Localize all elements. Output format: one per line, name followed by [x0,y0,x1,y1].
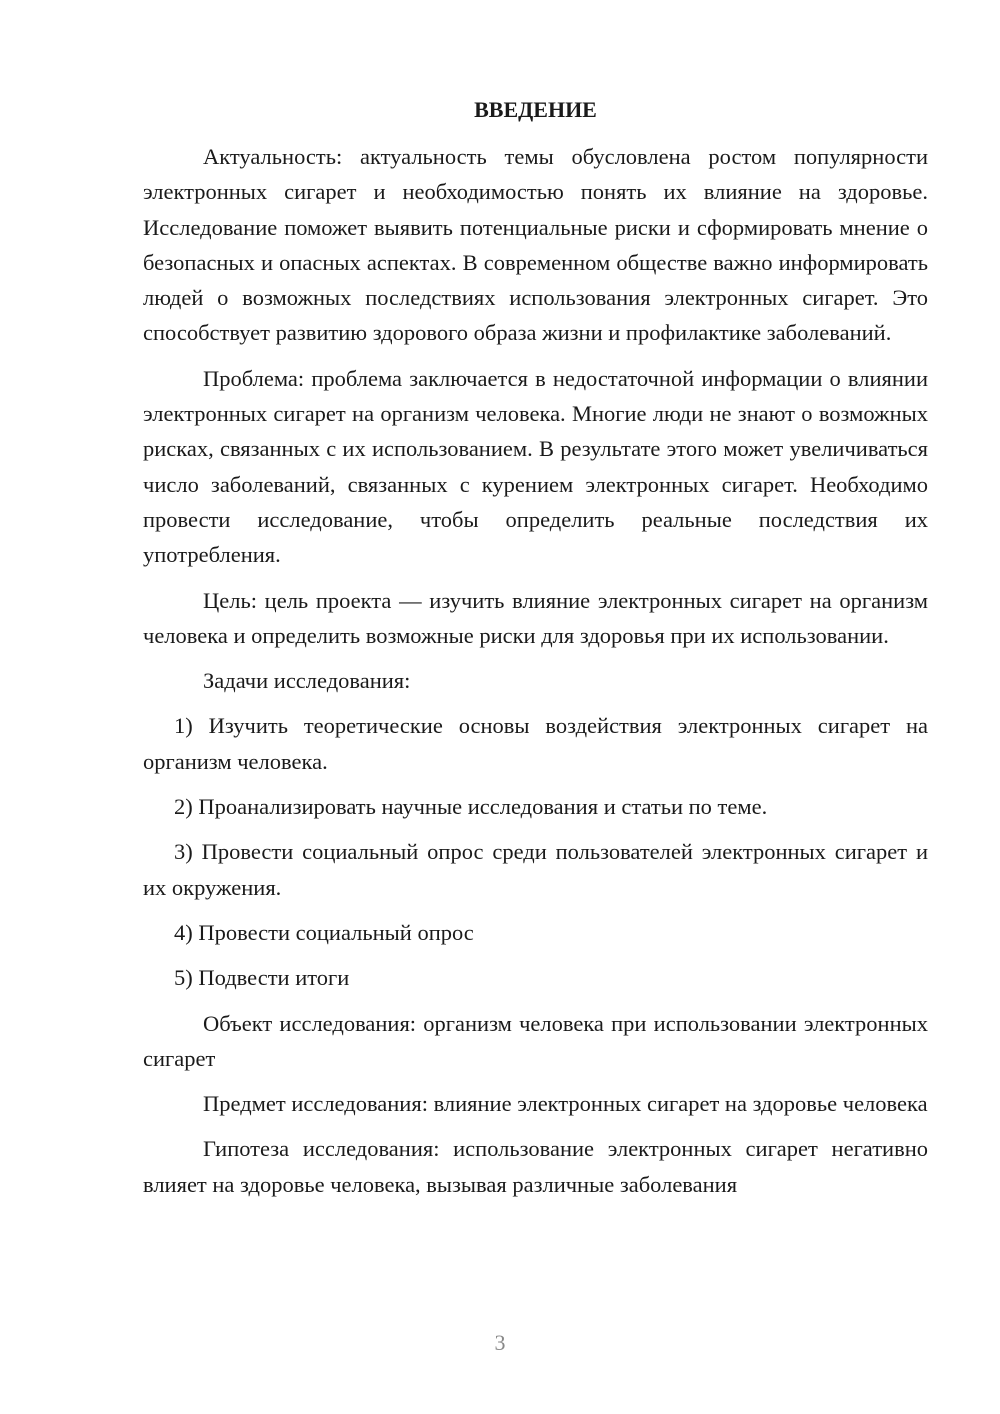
goal-paragraph: Цель: цель проекта — изучить влияние электронных сигарет на организм человека и определить возможные риски для здоровья при их использовании. [143,587,928,648]
subject-paragraph: Предмет исследования: влияние электронных сигарет на здоровье человека [203,1091,928,1117]
tasks-heading: Задачи исследования: [203,668,411,694]
page-heading: ВВЕДЕНИЕ [474,97,597,122]
problem-paragraph: Проблема: проблема заключается в недостаточной информации о влиянии электронных сигарет на организм человека. Многие люди не знают о возможных рисках, связанных с их использованием. В результате этого может увеличиваться число заболеваний, связанных с курением электронных сигарет. Необходимо провести исследование, чтобы определить реальные последствия их употребления. [143,365,928,568]
task-item-3: 3) Провести социальный опрос среди пользователей электронных сигарет и их окружения. [143,839,928,900]
hypothesis-paragraph: Гипотеза исследования: использование электронных сигарет негативно влияет на здоровье человека, вызывая различные заболевания [143,1136,928,1197]
relevance-paragraph: Актуальность: актуальность темы обусловлена ростом популярности электронных сигарет и необходимостью понять их влияние на здоровье. Исследование поможет выявить потенциальные риски и сформировать мнение о безопасных и опасных аспектах. В современном обществе важно информировать людей о возможных последствиях использования электронных сигарет. Это способствует развитию здорового образа жизни и профилактике заболеваний. [143,144,928,346]
task-item-1: 1) Изучить теоретические основы воздействия электронных сигарет на организм человека. [143,713,928,774]
page-content [143,92,928,1212]
task-item-2: 2) Проанализировать научные исследования и статьи по теме. [174,794,768,820]
task-item-5: 5) Подвести итоги [174,965,350,991]
object-paragraph: Объект исследования: организм человека при использовании электронных сигарет [143,1010,928,1071]
page-number: 3 [494,1330,506,1355]
task-item-4: 4) Провести социальный опрос [174,919,474,945]
